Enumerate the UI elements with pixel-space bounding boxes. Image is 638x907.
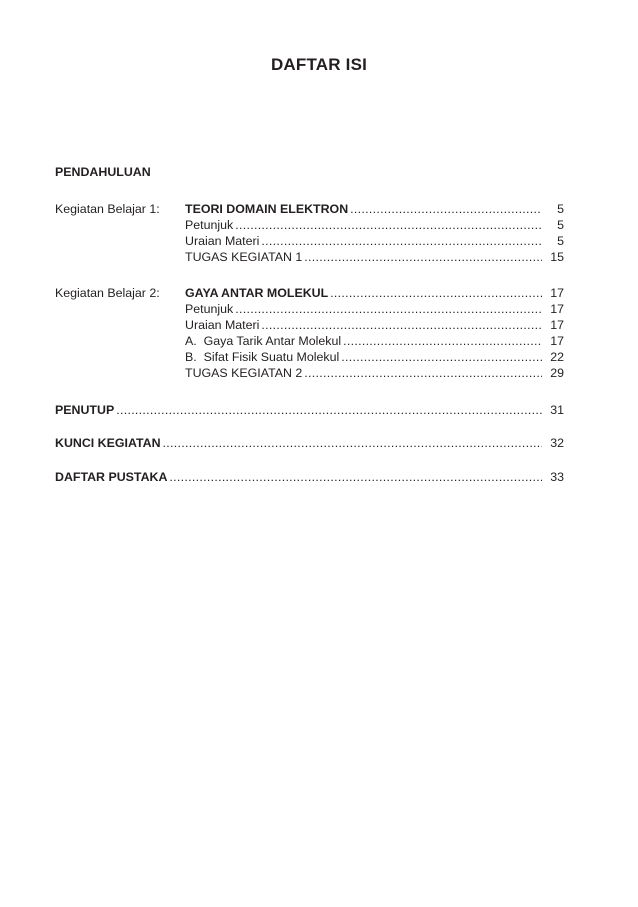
toc-page-number: 17 xyxy=(550,302,564,316)
toc-row-kunci-kegiatan xyxy=(55,435,564,451)
toc-row-kb1-title xyxy=(55,201,564,217)
section-pendahuluan: PENDAHULUAN xyxy=(55,165,151,179)
dot-leader xyxy=(341,349,542,365)
toc-row-penutup xyxy=(55,402,564,418)
dot-leader xyxy=(330,285,542,301)
toc-page-number: 31 xyxy=(550,403,564,417)
dot-leader xyxy=(304,249,542,265)
toc-entry[interactable] xyxy=(185,285,564,301)
kb1-label: Kegiatan Belajar 1: xyxy=(55,202,160,216)
dot-leader xyxy=(350,201,542,217)
page-title: DAFTAR ISI xyxy=(270,55,368,74)
toc-entry[interactable] xyxy=(55,435,564,451)
dot-leader xyxy=(343,333,542,349)
toc-row-daftar-pustaka xyxy=(55,469,564,485)
toc-entry[interactable] xyxy=(185,201,564,217)
toc-entry-text: Uraian Materi xyxy=(185,318,260,332)
dot-leader xyxy=(235,217,542,233)
toc-page-number: 15 xyxy=(550,250,564,264)
toc-page-number: 17 xyxy=(550,318,564,332)
toc-page-number: 5 xyxy=(557,234,564,248)
toc-entry-text: TUGAS KEGIATAN 1 xyxy=(185,250,303,264)
toc-page-number: 32 xyxy=(550,436,564,450)
toc-entry[interactable] xyxy=(185,349,564,365)
dot-leader xyxy=(261,233,542,249)
toc-row-kb2-title xyxy=(55,285,564,301)
toc-page-number: 22 xyxy=(550,350,564,364)
toc-entry-text: DAFTAR PUSTAKA xyxy=(55,470,168,484)
toc-row xyxy=(55,233,564,249)
toc-entry-text: GAYA ANTAR MOLEKUL xyxy=(185,286,329,300)
toc-entry-text: PENUTUP xyxy=(55,403,115,417)
toc-entry-text: TUGAS KEGIATAN 2 xyxy=(185,366,303,380)
toc-entry[interactable] xyxy=(185,301,564,317)
toc-entry-text: B. Sifat Fisik Suatu Molekul xyxy=(185,350,340,364)
toc-row xyxy=(55,349,564,365)
toc-row xyxy=(55,217,564,233)
kb2-label: Kegiatan Belajar 2: xyxy=(55,286,160,300)
toc-row xyxy=(55,317,564,333)
toc-entry[interactable] xyxy=(185,333,564,349)
toc-entry[interactable] xyxy=(55,469,564,485)
dot-leader xyxy=(163,435,542,451)
dot-leader xyxy=(261,317,542,333)
toc-entry[interactable] xyxy=(185,217,564,233)
toc-page-number: 17 xyxy=(550,286,564,300)
toc-entry-text: A. Gaya Tarik Antar Molekul xyxy=(185,334,342,348)
toc-entry-text: Uraian Materi xyxy=(185,234,260,248)
dot-leader xyxy=(304,365,542,381)
toc-page-number: 29 xyxy=(550,366,564,380)
toc-page-number: 5 xyxy=(557,202,564,216)
toc-page-number: 17 xyxy=(550,334,564,348)
dot-leader xyxy=(116,402,542,418)
toc-entry-text: KUNCI KEGIATAN xyxy=(55,436,161,450)
toc-page-number: 5 xyxy=(557,218,564,232)
toc-row xyxy=(55,365,564,381)
toc-entry[interactable] xyxy=(185,317,564,333)
toc-entry[interactable] xyxy=(55,402,564,418)
toc-row xyxy=(55,249,564,265)
toc-row xyxy=(55,301,564,317)
toc-entry-text: TEORI DOMAIN ELEKTRON xyxy=(185,202,349,216)
toc-entry-text: Petunjuk xyxy=(185,218,234,232)
toc-entry[interactable] xyxy=(185,233,564,249)
toc-entry[interactable] xyxy=(185,249,564,265)
toc-entry-text: Petunjuk xyxy=(185,302,234,316)
toc-entry[interactable] xyxy=(185,365,564,381)
dot-leader xyxy=(235,301,542,317)
dot-leader xyxy=(169,469,542,485)
toc-row xyxy=(55,333,564,349)
toc-page-number: 33 xyxy=(550,470,564,484)
